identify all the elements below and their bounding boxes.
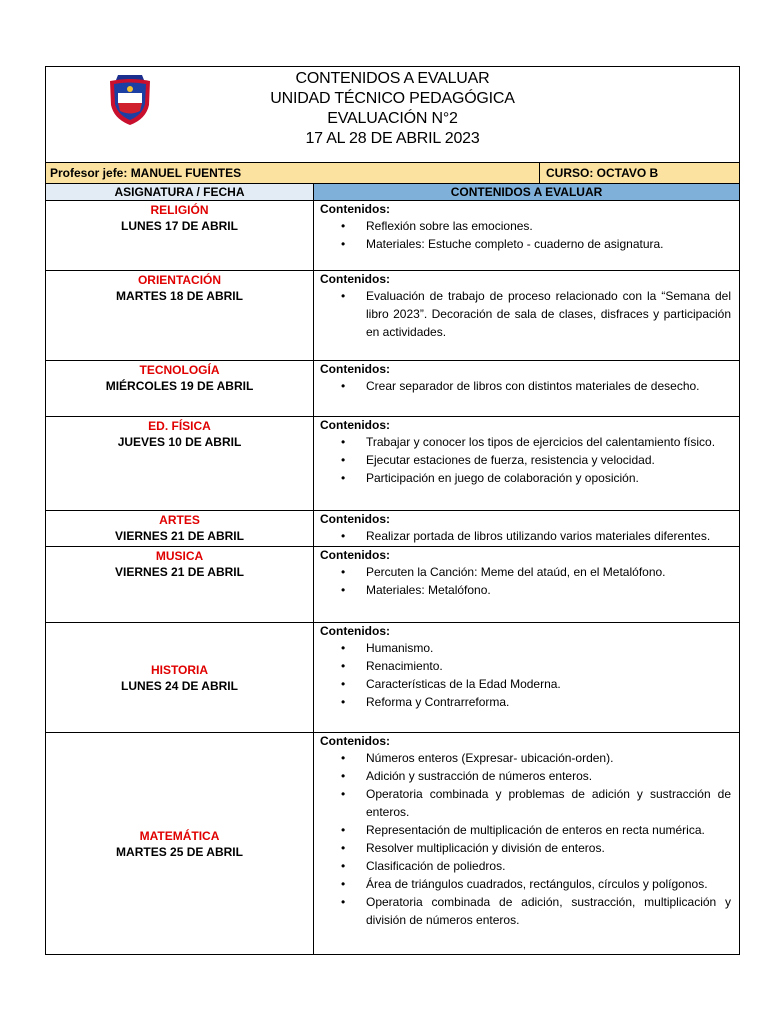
list-item	[320, 893, 731, 929]
header-cell	[46, 67, 740, 163]
table-row	[46, 623, 740, 733]
subject-name: TECNOLOGÍA	[139, 363, 220, 377]
contents-list	[320, 749, 731, 929]
bullet-icon: •	[341, 453, 346, 467]
list-item	[320, 639, 731, 657]
subject-name: ORIENTACIÓN	[137, 273, 222, 287]
bullet-icon: •	[341, 219, 346, 233]
table-row	[46, 511, 740, 547]
contents-heading: Contenidos:	[320, 734, 390, 748]
list-item-text: Participación en juego de colaboración y oposición.	[366, 471, 639, 485]
subject-name: ARTES	[159, 513, 200, 527]
list-item-text: Crear separador de libros con distintos materiales de desecho.	[366, 379, 700, 393]
contents-heading: Contenidos:	[320, 548, 390, 562]
list-item	[320, 287, 731, 341]
subject-cell	[46, 201, 314, 271]
subject-name: ED. FÍSICA	[148, 419, 211, 433]
contents-cell	[314, 733, 740, 955]
bullet-icon: •	[341, 529, 346, 543]
bullet-icon: •	[341, 695, 346, 709]
list-item-text: Humanismo.	[366, 641, 434, 655]
subject-cell	[46, 271, 314, 361]
column-header-subject: ASIGNATURA / FECHA	[46, 184, 314, 201]
list-item	[320, 563, 731, 581]
table-row	[46, 733, 740, 955]
list-item-text: Trabajar y conocer los tipos de ejercicios del calentamiento físico.	[366, 435, 716, 449]
contents-heading: Contenidos:	[320, 512, 390, 526]
subject-date: MIÉRCOLES 19 DE ABRIL	[105, 379, 254, 393]
list-item	[320, 581, 731, 599]
title-line-4: 17 AL 28 DE ABRIL 2023	[305, 130, 480, 147]
list-item	[320, 693, 731, 711]
subject-date: MARTES 18 DE ABRIL	[116, 289, 243, 303]
list-item-text: Área de triángulos cuadrados, rectángulos, círculos y polígonos.	[366, 877, 708, 891]
bullet-icon: •	[341, 565, 346, 579]
title-line-2: UNIDAD TÉCNICO PEDAGÓGICA	[270, 90, 515, 107]
subject-date: VIERNES 21 DE ABRIL	[115, 565, 244, 579]
contents-cell	[314, 201, 740, 271]
subject-cell	[46, 623, 314, 733]
subject-name: MUSICA	[155, 549, 204, 563]
bullet-icon: •	[341, 659, 346, 673]
list-item	[320, 839, 731, 857]
subject-name: RELIGIÓN	[150, 203, 209, 217]
list-item-text: Reflexión sobre las emociones.	[366, 219, 533, 233]
subject-date: LUNES 24 DE ABRIL	[121, 679, 238, 693]
bullet-icon: •	[341, 583, 346, 597]
list-item-text: Evaluación de trabajo de proceso relacionado con la “Semana del libro 2023”. Decoración de sala de clases, disfraces y participación en actividades.	[366, 289, 732, 339]
title-line-1: CONTENIDOS A EVALUAR	[295, 70, 490, 87]
table-row	[46, 201, 740, 271]
bullet-icon: •	[341, 677, 346, 691]
list-item-text: Adición y sustracción de números enteros.	[366, 769, 593, 783]
subject-cell	[46, 361, 314, 417]
subject-name: HISTORIA	[150, 663, 209, 677]
list-item	[320, 749, 731, 767]
list-item-text: Operatoria combinada y problemas de adición y sustracción de enteros.	[366, 787, 732, 819]
contents-list	[320, 527, 731, 545]
bullet-icon: •	[341, 823, 346, 837]
contents-heading: Contenidos:	[320, 362, 390, 376]
subject-date: MARTES 25 DE ABRIL	[116, 845, 243, 859]
list-item-text: Materiales: Metalófono.	[366, 583, 491, 597]
list-item-text: Percuten la Canción: Meme del ataúd, en el Metalófono.	[366, 565, 666, 579]
subject-date: VIERNES 21 DE ABRIL	[115, 529, 244, 543]
subject-cell	[46, 733, 314, 955]
list-item-text: Números enteros (Expresar- ubicación-orden).	[366, 751, 614, 765]
bullet-icon: •	[341, 471, 346, 485]
curso-label: CURSO: OCTAVO B	[540, 163, 740, 184]
list-item-text: Operatoria combinada de adición, sustracción, multiplicación y división de números enteros.	[366, 895, 732, 927]
contents-list	[320, 639, 731, 711]
list-item	[320, 767, 731, 785]
subject-cell	[46, 511, 314, 547]
contents-list	[320, 377, 731, 395]
bullet-icon: •	[341, 435, 346, 449]
contents-list	[320, 287, 731, 341]
list-item	[320, 785, 731, 821]
table-row	[46, 417, 740, 511]
list-item	[320, 235, 731, 253]
bullet-icon: •	[341, 787, 346, 801]
contents-cell	[314, 511, 740, 547]
bullet-icon: •	[341, 841, 346, 855]
list-item-text: Clasificación de poliedros.	[366, 859, 506, 873]
bullet-icon: •	[341, 877, 346, 891]
table-row	[46, 547, 740, 623]
column-header-contents: CONTENIDOS A EVALUAR	[314, 184, 740, 201]
bullet-icon: •	[341, 237, 346, 251]
list-item	[320, 451, 731, 469]
contents-list	[320, 217, 731, 253]
list-item	[320, 675, 731, 693]
contents-heading: Contenidos:	[320, 624, 390, 638]
list-item-text: Resolver multiplicación y división de enteros.	[366, 841, 605, 855]
list-item	[320, 875, 731, 893]
bullet-icon: •	[341, 641, 346, 655]
document-title	[46, 69, 739, 149]
header-row	[46, 67, 740, 163]
list-item	[320, 657, 731, 675]
list-item	[320, 857, 731, 875]
contents-cell	[314, 361, 740, 417]
contents-list	[320, 433, 731, 487]
list-item	[320, 821, 731, 839]
bullet-icon: •	[341, 751, 346, 765]
bullet-icon: •	[341, 379, 346, 393]
bullet-icon: •	[341, 769, 346, 783]
subject-name: MATEMÁTICA	[139, 829, 220, 843]
contents-cell	[314, 417, 740, 511]
list-item	[320, 527, 731, 545]
table-row	[46, 271, 740, 361]
contents-cell	[314, 623, 740, 733]
profesor-label: Profesor jefe: MANUEL FUENTES	[46, 163, 540, 184]
list-item-text: Reforma y Contrarreforma.	[366, 695, 510, 709]
subject-date: LUNES 17 DE ABRIL	[121, 219, 238, 233]
contents-cell	[314, 547, 740, 623]
contents-list	[320, 563, 731, 599]
bullet-icon: •	[341, 289, 346, 303]
list-item-text: Renacimiento.	[366, 659, 443, 673]
contents-heading: Contenidos:	[320, 202, 390, 216]
document	[45, 66, 739, 955]
list-item-text: Características de la Edad Moderna.	[366, 677, 561, 691]
bullet-icon: •	[341, 895, 346, 909]
bullet-icon: •	[341, 859, 346, 873]
column-header-row	[46, 184, 740, 201]
contents-heading: Contenidos:	[320, 272, 390, 286]
subject-date: JUEVES 10 DE ABRIL	[117, 435, 242, 449]
list-item-text: Materiales: Estuche completo - cuaderno de asignatura.	[366, 237, 664, 251]
table-row	[46, 361, 740, 417]
contents-heading: Contenidos:	[320, 418, 390, 432]
title-line-3: EVALUACIÓN N°2	[327, 110, 458, 127]
info-row	[46, 163, 740, 184]
contents-cell	[314, 271, 740, 361]
list-item-text: Representación de multiplicación de enteros en recta numérica.	[366, 823, 705, 837]
list-item	[320, 217, 731, 235]
list-item	[320, 469, 731, 487]
list-item	[320, 377, 731, 395]
subject-cell	[46, 547, 314, 623]
evaluation-table	[45, 66, 740, 955]
list-item-text: Realizar portada de libros utilizando varios materiales diferentes.	[366, 529, 711, 543]
list-item-text: Ejecutar estaciones de fuerza, resistencia y velocidad.	[366, 453, 655, 467]
subject-cell	[46, 417, 314, 511]
list-item	[320, 433, 731, 451]
subject-rows	[46, 201, 740, 955]
